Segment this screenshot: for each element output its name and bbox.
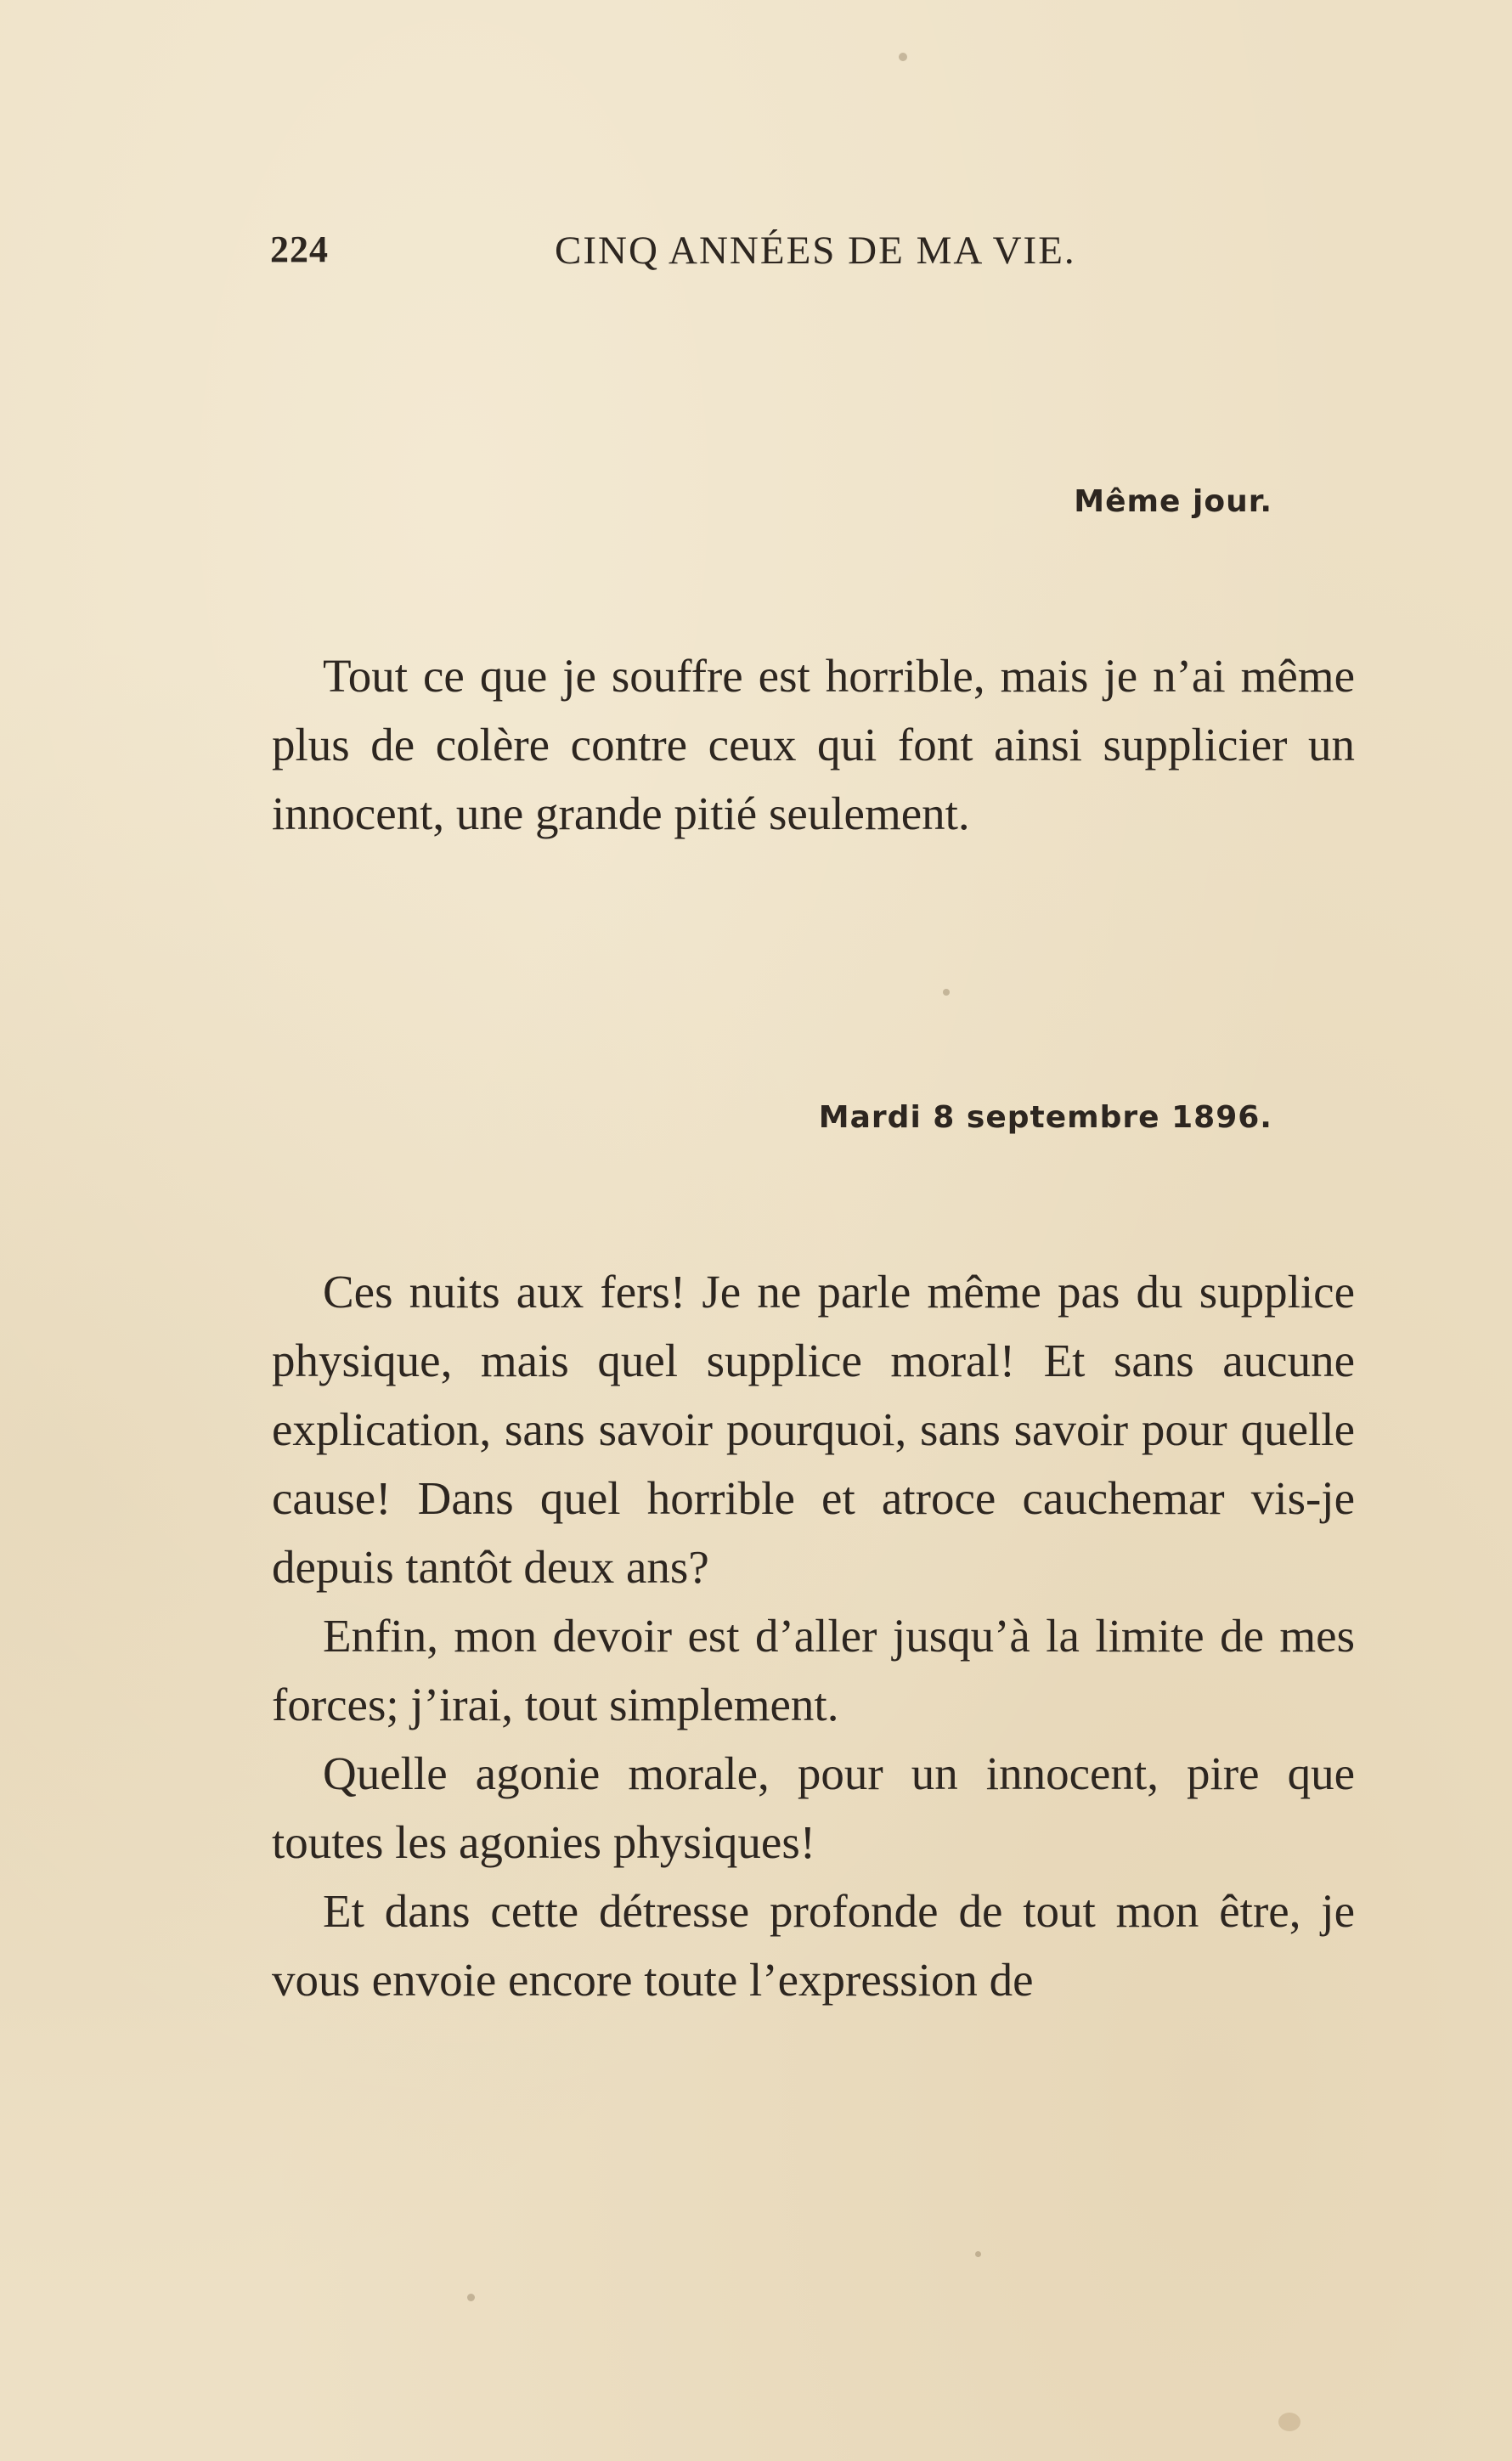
paper-speck — [943, 989, 950, 996]
paper-speck — [899, 53, 907, 61]
entry-body — [272, 1257, 1355, 2014]
paragraph: Ces nuits aux fers! Je ne parle même pas du supplice physique, mais quel supplice moral! Et sans aucune explication, sans savoir pourquoi, sans savoir pour quelle cause! Dans quel horrible et atroce cauchemar vis-je depuis tantôt deux ans? — [272, 1266, 1355, 1593]
paragraph: Quelle agonie morale, pour un innocent, pire que toutes les agonies physiques! — [272, 1747, 1355, 1868]
page-number: 224 — [270, 229, 329, 270]
running-title: CINQ ANNÉES DE MA VIE. — [555, 229, 1076, 273]
page-header — [270, 228, 1357, 279]
paragraph: Enfin, mon devoir est d’aller jusqu’à la limite de mes forces; j’irai, tout simplement. — [272, 1610, 1355, 1730]
paper-speck — [1278, 2413, 1300, 2431]
entry-dateline: Mardi 8 septembre 1896. — [818, 1100, 1272, 1135]
paragraph: Et dans cette détresse profonde de tout mon être, je vous envoie encore toute l’expression de — [272, 1885, 1355, 2006]
paper-speck — [467, 2294, 475, 2301]
paper-speck — [975, 2251, 981, 2257]
entry-body — [272, 641, 1355, 848]
entry-dateline: Même jour. — [1074, 484, 1272, 519]
paragraph: Tout ce que je souffre est horrible, mais je n’ai même plus de colère contre ceux qui font ainsi supplicier un innocent, une grande pitié seulement. — [272, 650, 1355, 839]
